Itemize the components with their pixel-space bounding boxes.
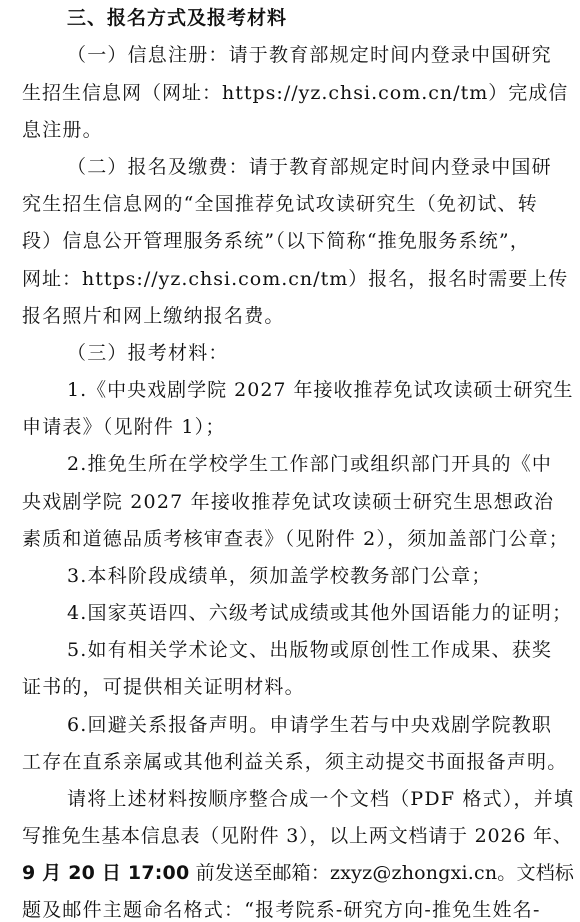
list-item-2-line-3: 素质和道德品质考核审查表》（见附件 2），须加盖部门公章；	[22, 528, 569, 550]
list-item-6-line-2: 工存在直系亲属或其他利益关系，须主动提交书面报备声明。	[22, 751, 568, 773]
paragraph-submission-line-2: 写推免生基本信息表（见附件 3），以上两文档请于 2026 年、	[22, 825, 573, 847]
list-item-3-line-1: 3.本科阶段成绩单，须加盖学校教务部门公章；	[67, 565, 492, 587]
paragraph-materials-heading: （三）报考材料：	[67, 342, 229, 364]
paragraph-submission-line-1: 请将上述材料按顺序整合成一个文档（PDF 格式），并填	[67, 788, 575, 810]
list-item-1-line-1: 1.《中央戏剧学院 2027 年接收推荐免试攻读硕士研究生	[67, 379, 574, 401]
submission-deadline: 9 月 20 日 17:00	[22, 862, 190, 884]
list-item-2-line-1: 2.推免生所在学校学生工作部门或组织部门开具的《中	[67, 453, 553, 475]
paragraph-registration-fee-line-3: 段）信息公开管理服务系统”（以下简称“推免服务系统”，	[22, 230, 531, 252]
list-item-5-line-1: 5.如有相关学术论文、出版物或原创性工作成果、获奖	[67, 639, 553, 661]
paragraph-info-registration-line-1: （一）信息注册：请于教育部规定时间内登录中国研究	[67, 44, 552, 66]
paragraph-submission-line-3	[22, 861, 574, 885]
paragraph-registration-fee-line-1: （二）报名及缴费：请于教育部规定时间内登录中国研	[67, 156, 552, 178]
list-item-6-line-1: 6.回避关系报备声明。申请学生若与中央戏剧学院教职	[67, 714, 553, 736]
paragraph-registration-fee-line-4: 网址：https://yz.chsi.com.cn/tm）报名，报名时需要上传	[22, 268, 569, 290]
paragraph-submission-line-4: 题及邮件主题命名格式：“报考院系-研究方向-推免生姓名-	[22, 899, 541, 921]
paragraph-registration-fee-line-2: 究生招生信息网的“全国推荐免试攻读研究生（免初试、转	[22, 193, 538, 215]
list-item-4-line-1: 4.国家英语四、六级考试成绩或其他外国语能力的证明；	[67, 602, 573, 624]
paragraph-registration-fee-line-5: 报名照片和网上缴纳报名费。	[22, 305, 285, 327]
paragraph-info-registration-line-2: 生招生信息网（网址：https://yz.chsi.com.cn/tm）完成信	[22, 82, 569, 104]
section-heading: 三、报名方式及报考材料	[67, 7, 288, 29]
list-item-1-line-2: 申请表》（见附件 1）；	[22, 416, 226, 438]
submission-email-text: 前发送至邮箱：zxyz@zhongxi.cn。文档标	[189, 862, 575, 884]
paragraph-info-registration-line-3: 息注册。	[22, 119, 103, 141]
list-item-5-line-2: 证书的，可提供相关证明材料。	[22, 676, 305, 698]
list-item-2-line-2: 央戏剧学院 2027 年接收推荐免试攻读硕士研究生思想政治	[22, 491, 555, 513]
